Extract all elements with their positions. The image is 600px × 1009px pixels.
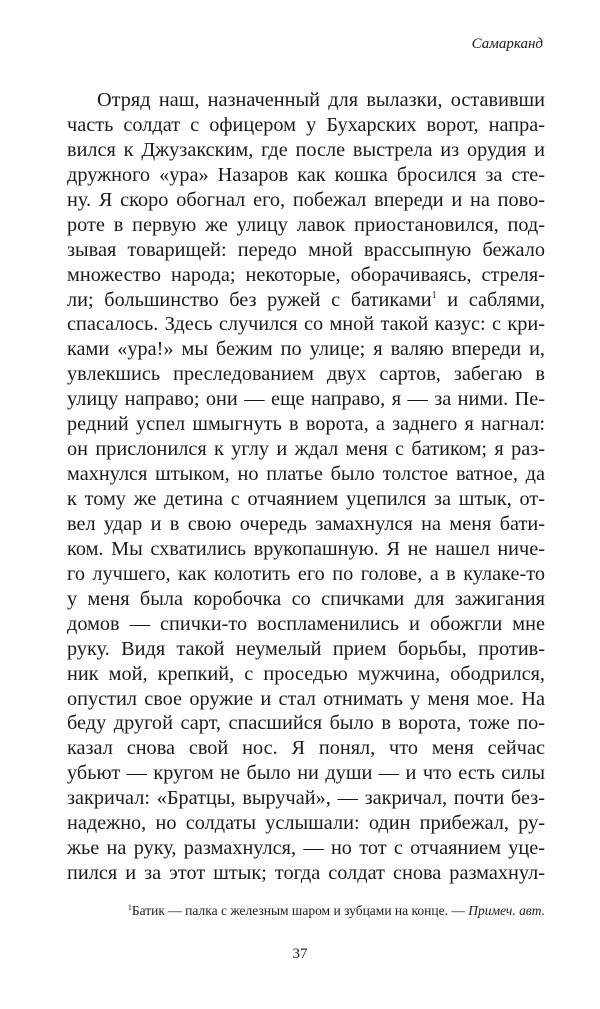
text-line: домов — спички-то воспламенились и обожгли мне	[67, 612, 545, 635]
page-number: 37	[292, 946, 308, 962]
text-line: казал снова свой нос. Я понял, что меня сейчас	[67, 737, 545, 760]
text-line: у меня была коробочка со спичками для зажигания	[67, 587, 545, 610]
text-line: к тому же детина с отчаянием уцепился за штык, от-	[67, 488, 545, 510]
text-line: Отряд наш, назначенный для вылазки, оставивши	[97, 89, 545, 111]
text-line: убьют — кругом не было ни души — и что есть силы	[67, 762, 545, 785]
text-line: увлекшись преследованием двух сартов, забегаю в	[67, 363, 545, 386]
footnote-ref[interactable]: 1	[431, 289, 437, 301]
footnote-text: Батик — палка с железным шаром и зубцами на конце. —	[131, 903, 469, 918]
text-line: ну. Я скоро обогнал его, побежал впереди и на пово-	[67, 188, 545, 211]
text-line: го лучшего, как колотить его по голове, а в кулаке-то	[67, 562, 545, 585]
text-line: пился и за этот штык; тогда солдат снова размахнул-	[67, 862, 545, 885]
running-header: Самарканд	[471, 36, 543, 52]
text-line: ками «ура!» мы бежим по улице; я валяю впереди и,	[67, 338, 545, 361]
text-fragment: и саблями,	[447, 288, 546, 311]
text-line: беду другой сарт, спасшийся было в ворота, тоже по-	[67, 712, 545, 735]
text-line: спасалось. Здесь случился со мной такой казус: с кри-	[67, 313, 545, 336]
footnote-attribution: Примеч. авт.	[468, 903, 545, 918]
text-line: надежно, но солдаты услышали: один прибежал, ру-	[67, 812, 545, 835]
text-line: множество народа; некоторые, оборачиваясь, стреля-	[67, 263, 545, 286]
text-line: улицу направо; они — еще направо, я — за ними. Пе-	[67, 388, 545, 411]
text-line: роте в первую же улицу лавок приостановился, под-	[67, 213, 545, 236]
text-line: жье на руку, размахнулся, — но тот с отчаянием уце-	[67, 837, 545, 860]
text-line	[67, 288, 545, 313]
text-line: ник мой, крепкий, с проседью мужчина, ободрился,	[67, 662, 545, 685]
text-line: вился к Джузакским, где после выстрела из орудия и	[67, 138, 545, 161]
text-line: дружного «ура» Назаров как кошка бросился за сте-	[67, 163, 545, 186]
text-line: ком. Мы схватились врукопашную. Я не нашел ниче-	[67, 537, 545, 560]
text-line: вел удар и в свою очередь замахнулся на меня бати-	[67, 512, 545, 535]
text-line: он прислонился к углу и ждал меня с батиком; я раз-	[67, 438, 545, 461]
footnote	[97, 903, 545, 919]
text-line: руку. Видя такой неумелый прием борьбы, против-	[67, 637, 545, 660]
text-line: часть солдат с офицером у Бухарских ворот, напра-	[67, 113, 545, 136]
text-line: махнулся штыком, но платье было толстое ватное, да	[67, 463, 545, 486]
text-line: закричал: «Братцы, выручай», — закричал, почти без-	[67, 787, 545, 810]
text-line: зывая товарищей: передо мной врассыпную бежало	[67, 238, 545, 261]
text-line: опустил свое оружие и стал отнимать у меня мое. На	[67, 687, 545, 710]
footnote-marker: 1	[127, 903, 132, 912]
text-line: редний успел шмыгнуть в ворота, а заднего я нагнал:	[67, 413, 545, 436]
text-fragment: ли; большинство без ружей с батиками	[67, 288, 432, 311]
body-text	[67, 88, 545, 886]
